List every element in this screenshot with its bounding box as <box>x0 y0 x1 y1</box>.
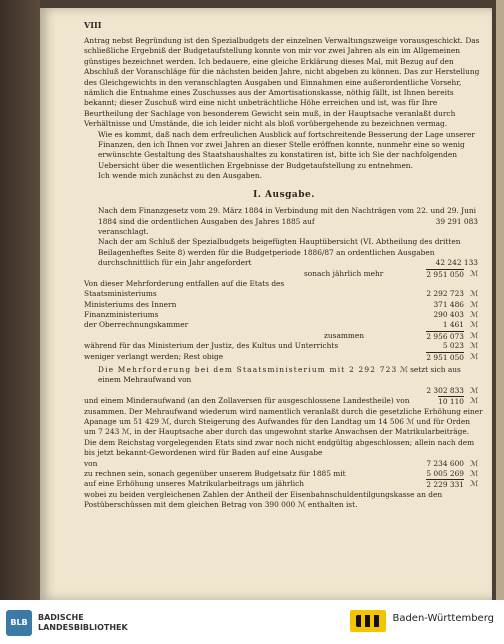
page-edge <box>496 0 504 600</box>
state-name: Baden-Württemberg <box>392 613 494 624</box>
ministry-rows <box>84 289 484 331</box>
increase-row: auf eine Erhöhung unseres Matrikularbeitrags um jährlich 2 229 331 ℳ <box>84 479 478 490</box>
minus-row: während für das Ministerium der Justiz, des Kultus und Unterrichts 5 023 ℳ <box>84 341 478 351</box>
table-row: Finanzministeriums 290 403 ℳ <box>84 310 478 320</box>
state-ministry-intro: Die Mehrforderung bei dem Staatsministerium mit 2 292 723 ℳ setzt sich aus einem Mehraufwand von <box>98 365 461 385</box>
library-name: BADISCHE LANDESBIBLIOTHEK <box>38 613 128 632</box>
reich-expense-row: von 7 234 600 ℳ <box>84 458 478 468</box>
library-footer <box>0 600 504 644</box>
extra-expense-row: 2 302 833 ℳ <box>426 385 478 395</box>
book-binding-edge <box>0 0 40 600</box>
document-page <box>40 8 492 600</box>
page-number: VIII <box>84 20 102 30</box>
section-heading: I. Ausgabe. <box>253 189 315 200</box>
matrikular-paragraph: zusammen. Der Mehraufwand wiederum wird namentlich veranlaßt durch die gesetzliche Erhöhung einer Apanage um 51 429 ℳ, durch Steigerung des Aufwandes für den Landtag um 14 506 ℳ und für Orden um 7 243 ℳ, in der Hauptsache aber durch das ungewohnt starke Anwachsen der Matrikularbeiträge. Die dem Reichstag vorgelegenden Etats sind zwar noch nicht endgültig abgeschlossen; allein nach dem bis jetzt bekannt-Gewordenen wird für Baden auf eine Ausgabe <box>84 406 483 458</box>
budget-1886-paragraph: Nach der am Schluß der Spezialbudgets beigefügten Hauptübersicht (VI. Abtheilung des dritten Beilagenheftes Seite 8) werden für die Budgetperiode 1886/87 an ordentlichen Ausgaben durchschnittlich für ein Jahr angefordert 42 242 133 <box>98 237 478 268</box>
state-coat-of-arms-icon <box>350 610 386 632</box>
distribution-intro: Von dieser Mehrforderung entfallen auf die Etats des <box>84 278 285 288</box>
less-row: weniger verlangt werden; Rest obige 2 951 050 ℳ <box>84 351 478 362</box>
more-row: sonach jährlich mehr 2 951 050 ℳ <box>304 268 478 279</box>
blb-logo[interactable]: BLB <box>6 610 32 636</box>
table-row: der Oberrechnungskammer 1 461 ℳ <box>84 320 478 330</box>
table-row: Ministeriums des Innern 371 486 ℳ <box>84 299 478 309</box>
table-row: Staatsministeriums 2 292 723 ℳ <box>84 289 478 299</box>
second-paragraph: Wie es kommt, daß nach dem erfreulichen Ausblick auf fortschreitende Besserung der Lage unserer Finanzen, den ich Ihnen vor zwei Jahren an dieser Stelle eröffnen konnte, nunmehr eine so wenig erwünschte Gestaltung des Staatshaushaltes zu konstatiren ist, bitte ich Sie der nachfolgenden Uebersicht über die wesentlichen Ergebnisse der Budgetaufstellung zu entnehmen. <box>98 129 475 170</box>
transition-line: Ich wende mich zunächst zu den Ausgaben. <box>98 171 262 181</box>
budget-1885-paragraph: Nach dem Finanzgesetz vom 29. März 1884 in Verbindung mit den Nachträgen vom 22. und 29. Juni 1884 sind die ordentlichen Ausgaben des Jahres 1885 auf 39 291 083 veranschlagt. <box>98 206 478 236</box>
budget-1885-compare-row: zu rechnen sein, sonach gegenüber unserem Budgetsatz für 1885 mit 5 005 269 ℳ <box>84 469 478 479</box>
sum-row: zusammen 2 956 073 ℳ <box>324 330 478 341</box>
reduced-expense-row: und einem Minderaufwand (an den Zollaversen für ausgeschlossene Landestheile) von 10 110 ℳ <box>84 396 478 407</box>
closing-note: wobei zu beiden vergleichenen Zahlen der Antheil der Eisenbahnschuldentilgungskasse an den Postüberschüssen mit dem gleichen Betrag von 390 000 ℳ enthalten ist. <box>84 489 443 510</box>
intro-paragraph: Antrag nebst Begründung ist den Spezialbudgets der einzelnen Verwaltungszweige vorausgeschickt. Das schließliche Ergebniß der Budgetaufstellung konnte von mir vor zwei Jahren als ein im Allgemeinen günstiges bezeichnet werden. Ich bedauere, eine gleiche Erklärung dieses Mal, mit Bezug auf den Abschluß der Voranschläge für die nächsten beiden Jahre, nicht abgeben zu können. Das zur Herstellung des Gleichgewichts in den veranschlagten Ausgaben und Einnahmen eine außerordentliche Vorsehr, nämlich die Entnahme eines Zuschusses aus der Amortisationskasse, nöthig fällt, ist Ihnen bereits bekannt; dieser Zuschuß wird eine nicht unbeträchtliche Höhe erreichen und ist, was für Ihre Beurtheilung der Sachlage von besonderem Gewicht sein muß, in der Hauptsache veranlaßt durch Verhältnisse und Umstände, die ich leider nicht als bloß vorübergehende zu bezeichnen vermag. <box>84 36 480 129</box>
